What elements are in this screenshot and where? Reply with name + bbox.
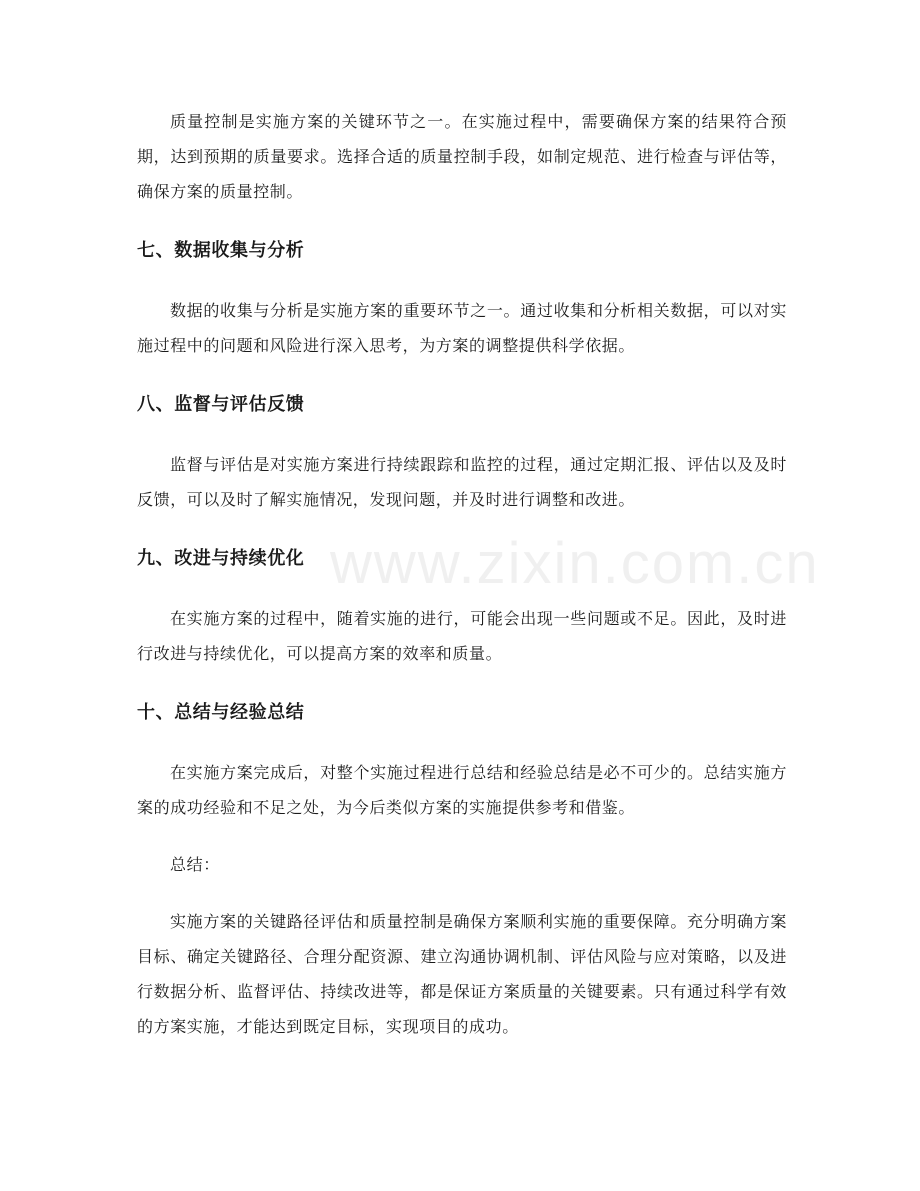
heading-continuous-improvement: 九、改进与持续优化	[137, 548, 305, 569]
summary-label: 总结：	[170, 855, 220, 874]
heading-summary-experience: 十、总结与经验总结	[137, 702, 305, 723]
heading-supervision-feedback: 八、监督与评估反馈	[137, 394, 305, 415]
document-body	[137, 104, 787, 1044]
watermark: www.zixin.com.cn	[330, 531, 820, 596]
heading-data-collection: 七、数据收集与分析	[137, 240, 305, 261]
paragraph-final-summary: 实施方案的关键路径评估和质量控制是确保方案顺利实施的重要保障。充分明确方案目标、确定关键路径、合理分配资源、建立沟通协调机制、评估风险与应对策略，以及进行数据分析、监督评估、持续改进等，都是保证方案质量的关键要素。只有通过科学有效的方案实施，才能达到既定目标，实现项目的成功。	[137, 912, 787, 1036]
paragraph-summary-experience: 在实施方案完成后，对整个实施过程进行总结和经验总结是必不可少的。总结实施方案的成功经验和不足之处，为今后类似方案的实施提供参考和借鉴。	[137, 763, 787, 817]
paragraph-data-collection: 数据的收集与分析是实施方案的重要环节之一。通过收集和分析相关数据，可以对实施过程中的问题和风险进行深入思考，为方案的调整提供科学依据。	[137, 301, 787, 355]
paragraph-quality-control: 质量控制是实施方案的关键环节之一。在实施过程中，需要确保方案的结果符合预期，达到预期的质量要求。选择合适的质量控制手段，如制定规范、进行检查与评估等，确保方案的质量控制。	[137, 112, 787, 201]
paragraph-supervision-feedback: 监督与评估是对实施方案进行持续跟踪和监控的过程，通过定期汇报、评估以及及时反馈，可以及时了解实施情况，发现问题，并及时进行调整和改进。	[137, 455, 787, 509]
paragraph-continuous-improvement: 在实施方案的过程中，随着实施的进行，可能会出现一些问题或不足。因此，及时进行改进与持续优化，可以提高方案的效率和质量。	[137, 609, 787, 663]
